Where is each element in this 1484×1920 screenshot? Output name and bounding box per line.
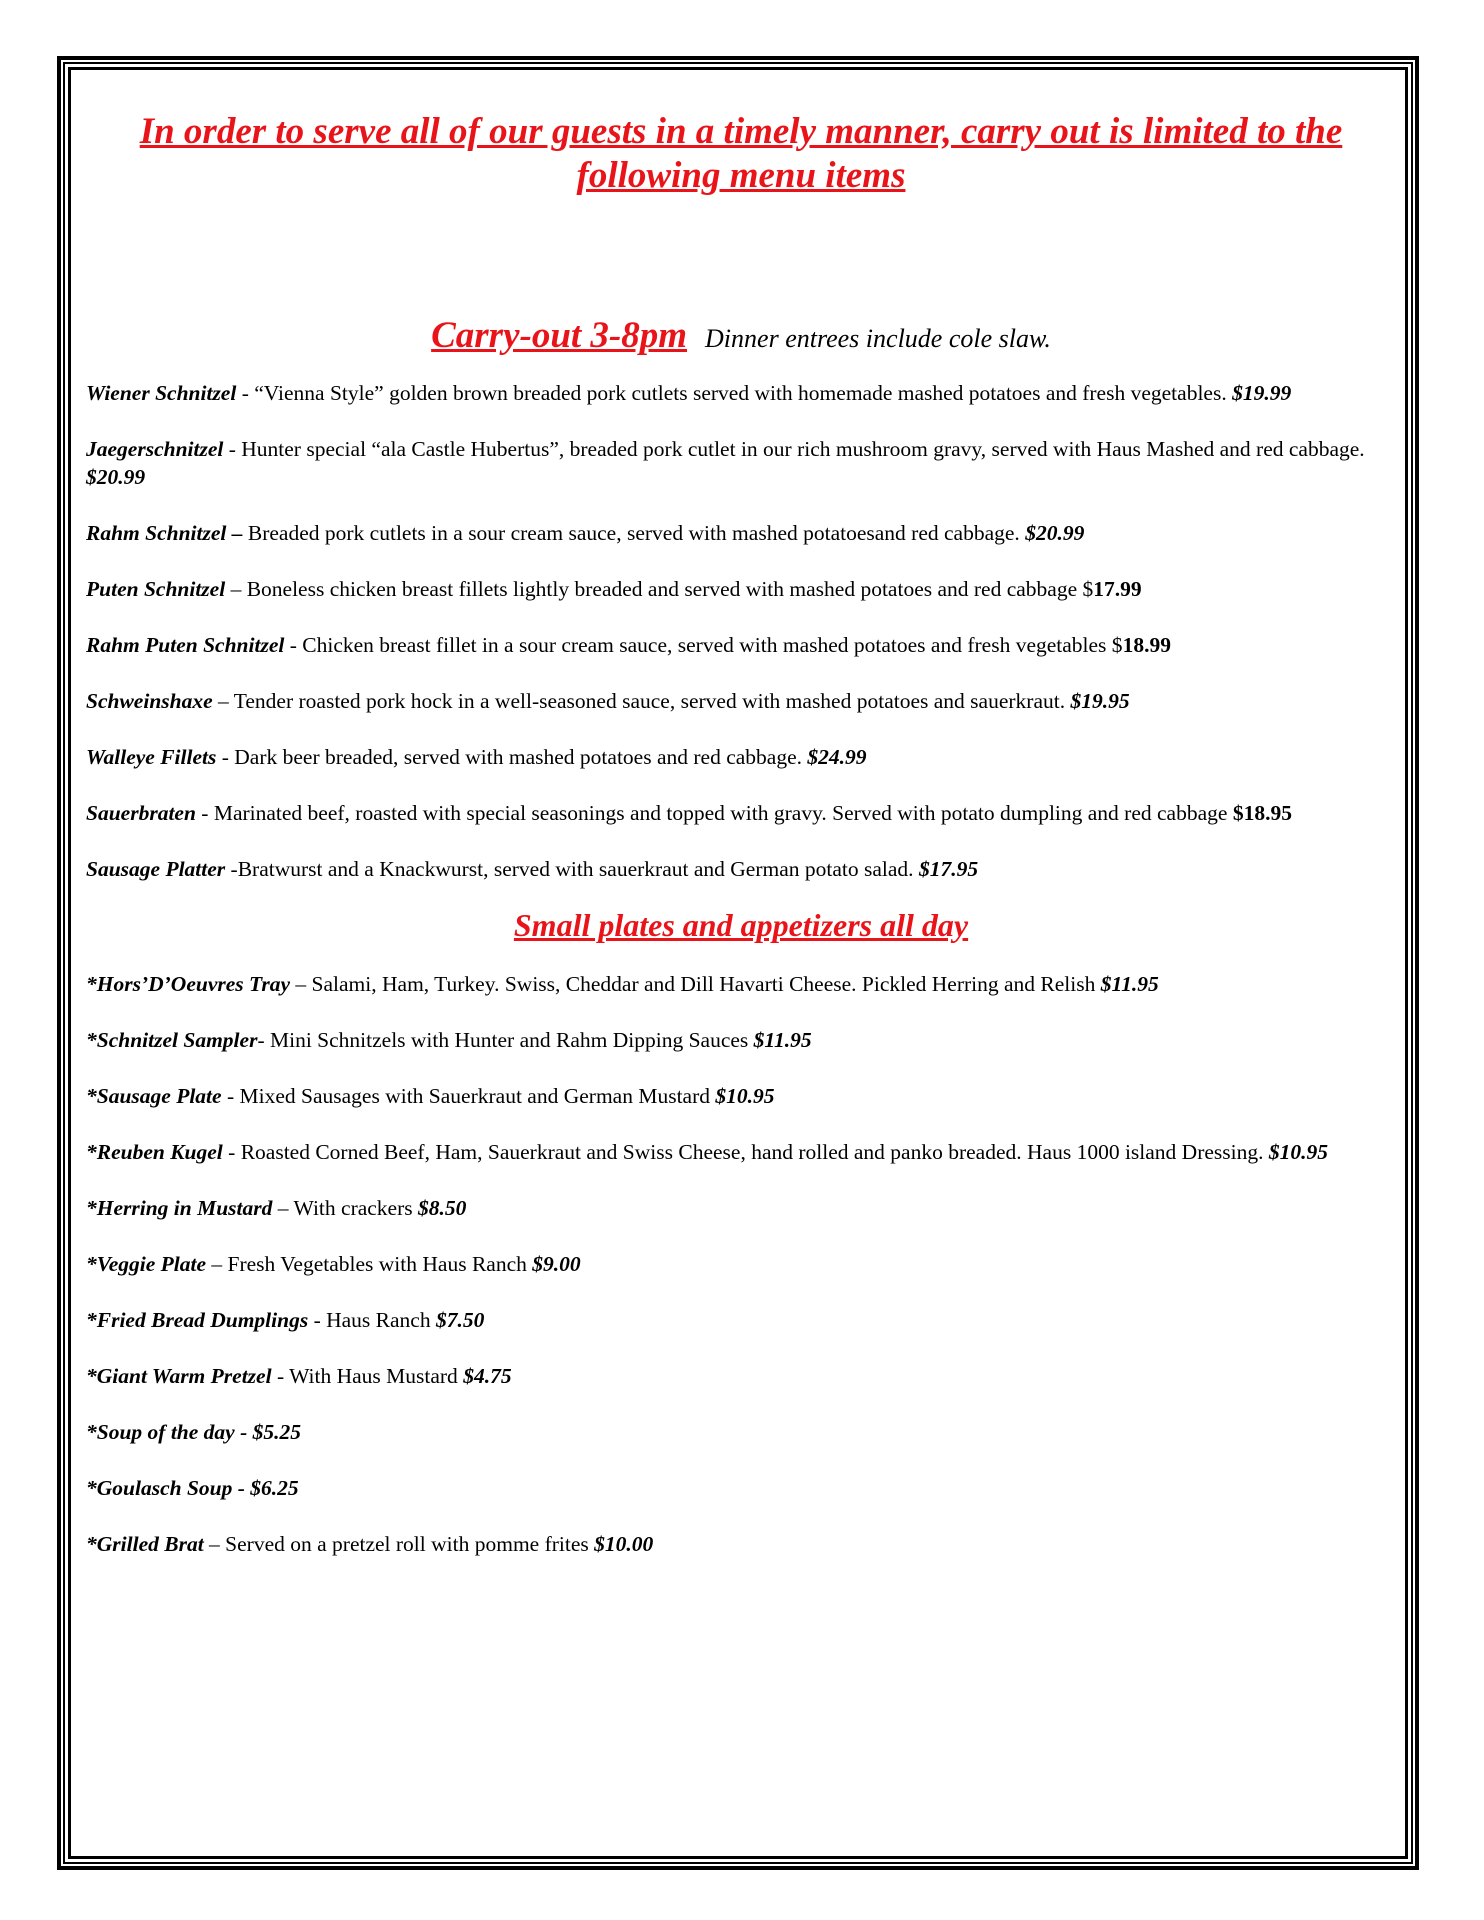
menu-item [86, 1474, 1396, 1502]
menu-item [86, 1306, 1396, 1334]
item-name: *Sausage Plate [86, 1084, 222, 1108]
item-name: Rahm Schnitzel – [86, 521, 243, 545]
item-price: $11.95 [753, 1028, 812, 1052]
item-name: Sauerbraten [86, 801, 196, 825]
item-price: $4.75 [463, 1364, 512, 1388]
item-description: – Served on a pretzel roll with pomme frites [203, 1532, 595, 1556]
menu-item [86, 855, 1396, 883]
item-price: $5.25 [252, 1420, 302, 1444]
menu-item [86, 1250, 1396, 1278]
item-price: $19.95 [1070, 689, 1130, 713]
item-description: Breaded pork cutlets in a sour cream sauce, served with mashed potatoesand red cabbage. [242, 521, 1026, 545]
menu-item [86, 1362, 1396, 1390]
item-description: - Mini Schnitzels with Hunter and Rahm Dipping Sauces [257, 1028, 754, 1052]
menu-item [86, 435, 1396, 491]
menu-item [86, 1026, 1396, 1054]
item-name: Walleye Fillets [86, 745, 217, 769]
menu-item [86, 1530, 1396, 1558]
item-description: - [234, 1420, 253, 1444]
carryout-section-note: Dinner entrees include cole slaw. [705, 324, 1051, 353]
item-name: *Reuben Kugel [86, 1140, 223, 1164]
item-description: – Tender roasted pork hock in a well-seasoned sauce, served with mashed potatoes and sauerkraut. [212, 689, 1071, 713]
carryout-notice-banner: In order to serve all of our guests in a timely manner, carry out is limited to the following menu items [139, 111, 1343, 196]
item-price: $8.50 [418, 1196, 467, 1220]
item-description: - Roasted Corned Beef, Ham, Sauerkraut and Swiss Cheese, hand rolled and panko breaded. Haus 1000 island Dressing. [222, 1140, 1269, 1164]
item-price: $24.99 [807, 745, 867, 769]
item-description: - Dark beer breaded, served with mashed potatoes and red cabbage. [216, 745, 808, 769]
carryout-section-title: Carry-out 3-8pm [431, 315, 688, 356]
item-name: *Veggie Plate [86, 1252, 207, 1276]
menu-item [86, 799, 1396, 827]
item-price: $19.99 [1232, 381, 1292, 405]
menu-item [86, 1138, 1396, 1166]
menu-item [86, 1194, 1396, 1222]
item-price: $11.95 [1100, 972, 1159, 996]
item-name: Rahm Puten Schnitzel [86, 633, 285, 657]
item-name: Puten Schnitzel [86, 577, 226, 601]
item-name: Sausage Platter [86, 857, 226, 881]
menu-item [86, 743, 1396, 771]
menu-item [86, 1082, 1396, 1110]
item-price: $20.99 [86, 465, 146, 489]
menu-item [86, 687, 1396, 715]
item-description: – Fresh Vegetables with Haus Ranch [206, 1252, 533, 1276]
menu-item [86, 519, 1396, 547]
carryout-section-header [86, 314, 1396, 365]
item-name: *Giant Warm Pretzel [86, 1364, 272, 1388]
item-name: *Herring in Mustard [86, 1196, 273, 1220]
item-description: - Chicken breast fillet in a sour cream sauce, served with mashed potatoes and fresh vegetables $ [284, 633, 1123, 657]
carryout-item-list [86, 379, 1396, 883]
item-name: *Goulasch Soup [86, 1476, 233, 1500]
item-price: $20.99 [1025, 521, 1085, 545]
item-description: – Salami, Ham, Turkey. Swiss, Cheddar and Dill Havarti Cheese. Pickled Herring and Relish [290, 972, 1101, 996]
item-description: - Hunter special “ala Castle Hubertus”, breaded pork cutlet in our rich mushroom gravy, served with Haus Mashed and red cabbage. [223, 437, 1365, 461]
item-description: - [232, 1476, 251, 1500]
item-name: *Hors’D’Oeuvres Tray [86, 972, 291, 996]
item-description: - With Haus Mustard [271, 1364, 464, 1388]
item-name: *Schnitzel Sampler [86, 1028, 258, 1052]
item-price: $17.95 [918, 857, 979, 881]
item-description: - Haus Ranch [308, 1308, 436, 1332]
item-name: *Fried Bread Dumplings [86, 1308, 309, 1332]
menu-item [86, 631, 1396, 659]
item-price: $10.95 [1268, 1140, 1328, 1164]
item-name: Jaegerschnitzel [86, 437, 224, 461]
item-name: Schweinshaxe [86, 689, 213, 713]
small-plates-section-title: Small plates and appetizers all day [513, 907, 969, 943]
item-description: - Marinated beef, roasted with special seasonings and topped with gravy. Served with potato dumpling and red cabbage [195, 801, 1233, 825]
item-price: $6.25 [250, 1476, 299, 1500]
small-plates-section-header [86, 903, 1396, 954]
item-price: $10.00 [594, 1532, 654, 1556]
item-name: Wiener Schnitzel [86, 381, 237, 405]
small-plates-item-list [86, 970, 1396, 1558]
item-price: $9.00 [532, 1252, 581, 1276]
item-price: 17.99 [1093, 577, 1142, 601]
item-price: 18.99 [1122, 633, 1171, 657]
menu-item [86, 970, 1396, 998]
item-name: *Soup of the day [86, 1420, 235, 1444]
item-price: $10.95 [715, 1084, 775, 1108]
item-description: – With crackers [272, 1196, 419, 1220]
item-description: - “Vienna Style” golden brown breaded pork cutlets served with homemade mashed potatoes and fresh vegetables. [236, 381, 1233, 405]
menu-content [86, 110, 1396, 1586]
menu-item [86, 1418, 1396, 1446]
menu-item [86, 379, 1396, 407]
item-name: *Grilled Brat [86, 1532, 204, 1556]
item-description: -Bratwurst and a Knackwurst, served with sauerkraut and German potato salad. [225, 857, 919, 881]
menu-item [86, 575, 1396, 603]
item-description: – Boneless chicken breast fillets lightly breaded and served with mashed potatoes and red cabbage $ [225, 577, 1094, 601]
item-description: - Mixed Sausages with Sauerkraut and German Mustard [221, 1084, 716, 1108]
item-price: $18.95 [1232, 801, 1292, 825]
item-price: $7.50 [435, 1308, 485, 1332]
